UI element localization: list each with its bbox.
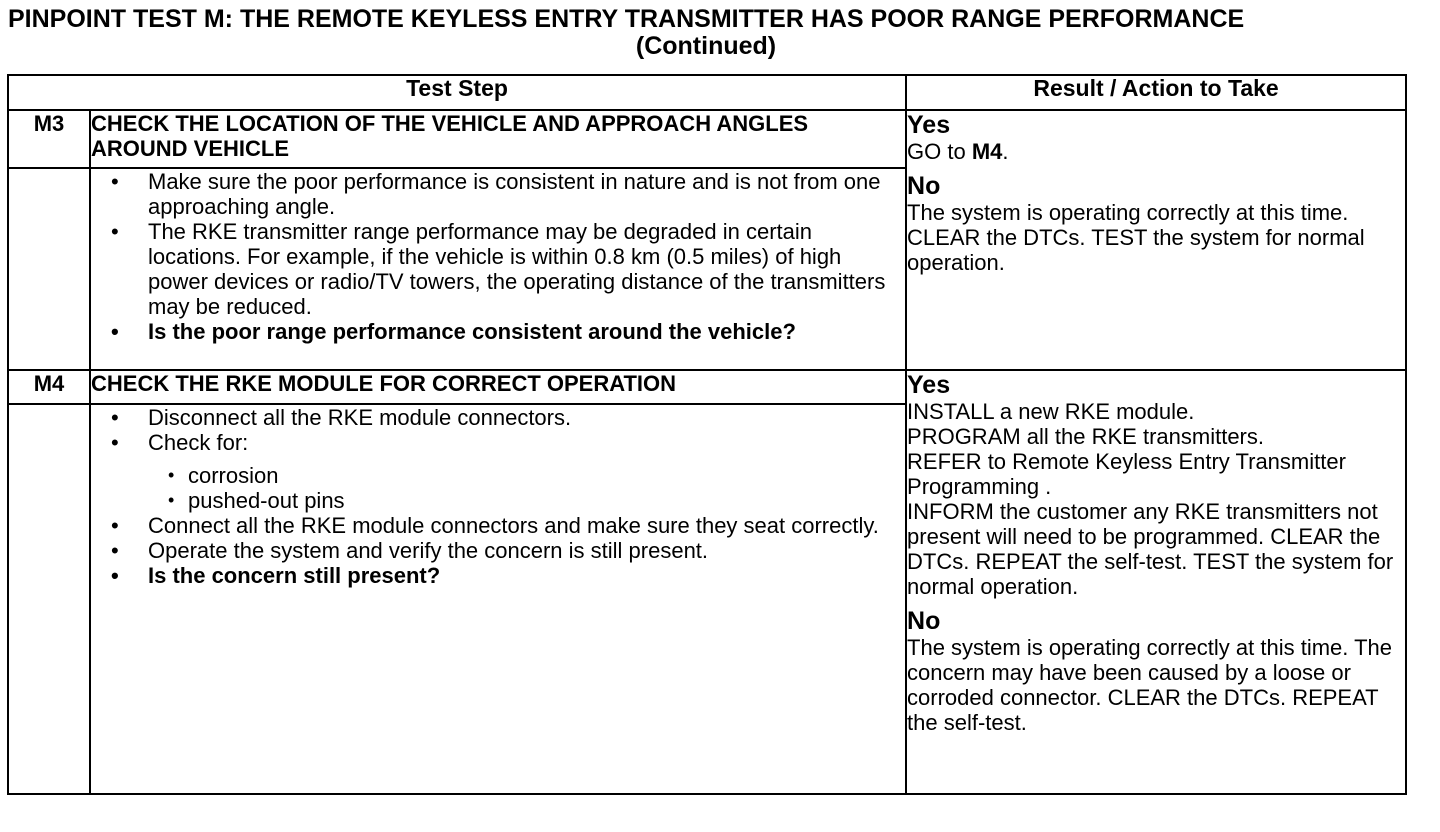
step-id-m4-spacer (8, 404, 90, 794)
pinpoint-test-table (7, 74, 1407, 795)
result-yes-suffix: . (1002, 139, 1009, 164)
result-no-text: The system is operating correctly at this time. CLEAR the DTCs. TEST the system for normal operation. (907, 200, 1365, 275)
result-m3 (906, 110, 1406, 370)
list-item: • Make sure the poor performance is consistent in nature and is not from one approaching angle. (111, 169, 905, 219)
step-heading-m3: CHECK THE LOCATION OF THE VEHICLE AND APPROACH ANGLES AROUND VEHICLE (90, 110, 906, 168)
title-line-1: PINPOINT TEST M: THE REMOTE KEYLESS ENTRY TRANSMITTER HAS POOR RANGE PERFORMANCE (8, 5, 1245, 33)
list-item (111, 430, 905, 513)
step-heading-m4: CHECK THE RKE MODULE FOR CORRECT OPERATION (90, 370, 906, 404)
list-item-text: Check for: (148, 430, 249, 455)
list-item: • Disconnect all the RKE module connectors. (111, 405, 905, 430)
step-id-m4: M4 (8, 370, 90, 404)
check-for-sublist (148, 463, 905, 513)
step-m4-bullets (91, 405, 905, 588)
step-id-m3-spacer (8, 168, 90, 370)
result-yes-line: REFER to Remote Keyless Entry Transmitter Programming . (907, 449, 1346, 499)
list-item-question: • Is the concern still present? (111, 563, 905, 588)
result-yes-line: INSTALL a new RKE module. (907, 399, 1195, 424)
result-yes-prefix: GO to (907, 139, 972, 164)
sub-list-item: • pushed-out pins (168, 488, 905, 513)
list-item: • The RKE transmitter range performance may be degraded in certain locations. For example, if the vehicle is within 0.8 km (0.5 miles) of high power devices or radio/TV towers, the operating distance of the transmitters may be reduced. (111, 219, 905, 319)
header-test-step: Test Step (8, 75, 906, 110)
step-body-m3 (90, 168, 906, 370)
step-m4-heading-row (8, 370, 1406, 404)
page-title (0, 6, 1412, 60)
result-yes-label: Yes (907, 111, 951, 139)
result-m4 (906, 370, 1406, 794)
step-m3-bullets (91, 169, 905, 344)
result-yes-label: Yes (907, 371, 951, 399)
result-yes-text (907, 139, 1405, 164)
result-no-label: No (907, 607, 941, 635)
list-item: • Operate the system and verify the concern is still present. (111, 538, 905, 563)
result-yes-target: M4 (971, 139, 1003, 164)
result-no-label: No (907, 172, 941, 200)
title-line-2: (Continued) (635, 32, 777, 60)
step-id-m3: M3 (8, 110, 90, 168)
step-body-m4 (90, 404, 906, 794)
list-item: • Connect all the RKE module connectors and make sure they seat correctly. (111, 513, 905, 538)
result-yes-line: INFORM the customer any RKE transmitters not present will need to be programmed. CLEAR the DTCs. REPEAT the self-test. TEST the system for normal operation. (907, 499, 1394, 599)
sub-list-item: • corrosion (168, 463, 905, 488)
result-no-text: The system is operating correctly at this time. The concern may have been caused by a loose or corroded connector. CLEAR the DTCs. REPEAT the self-test. (907, 635, 1393, 735)
header-result: Result / Action to Take (906, 75, 1406, 110)
step-m3-heading-row (8, 110, 1406, 168)
list-item-question: • Is the poor range performance consistent around the vehicle? (111, 319, 905, 344)
table-header-row (8, 75, 1406, 110)
result-yes-line: PROGRAM all the RKE transmitters. (907, 424, 1264, 449)
